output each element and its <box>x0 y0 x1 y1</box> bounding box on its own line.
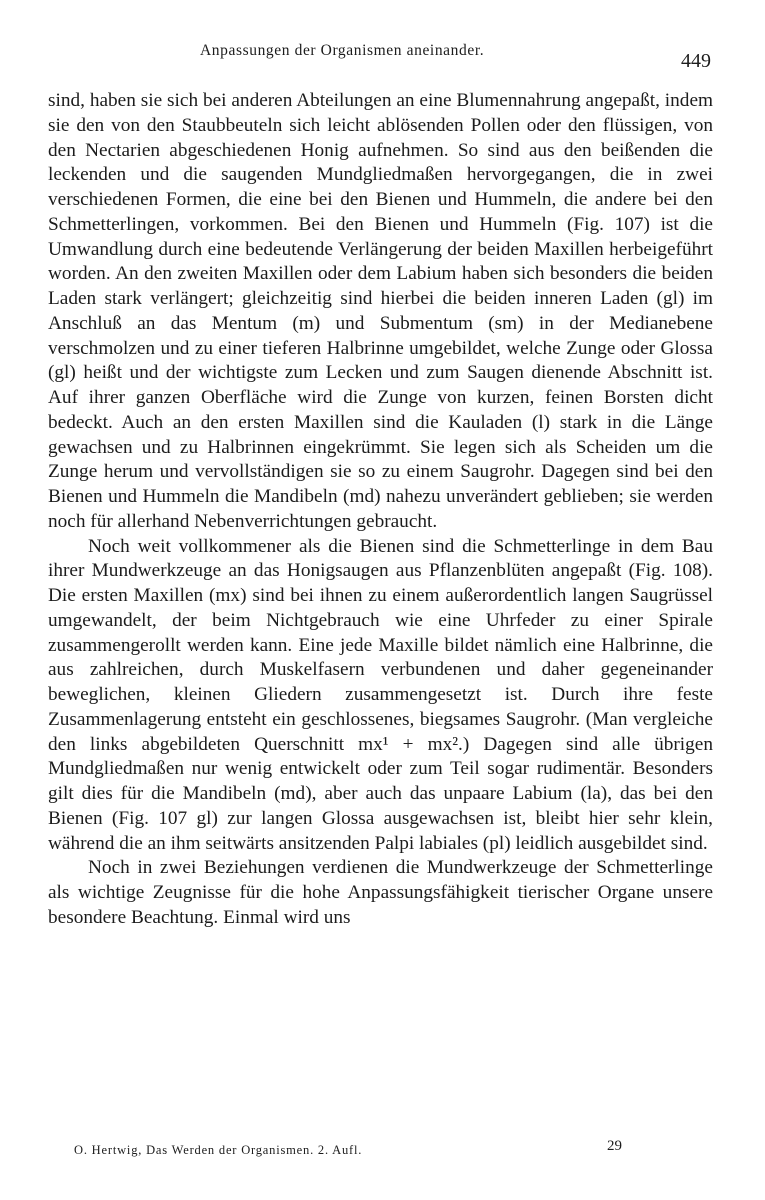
footer-source-line: O. Hertwig, Das Werden der Organismen. 2. Aufl. <box>74 1143 363 1157</box>
paragraph-1: sind, haben sie sich bei anderen Abteilungen an eine Blumennahrung angepaßt, indem sie den von den Staubbeuteln sich leicht ablösenden Pollen oder den flüssigen, von den Nectarien abgeschiedenen Honig aufnehmen. So sind aus den beißenden die leckenden und die saugenden Mundgliedmaßen hervorgegangen, die in zwei verschiedenen Formen, die eine bei den Bienen und Hummeln, die andere bei den Schmetterlingen, vorkommen. Bei den Bienen und Hummeln (Fig. 107) ist die Umwandlung durch eine bedeutende Verlängerung der beiden Maxillen herbeigeführt worden. An den zweiten Maxillen oder dem Labium haben sich besonders die beiden Laden stark verlängert; gleichzeitig sind hierbei die beiden inneren Laden (gl) im Anschluß an das Mentum (m) und Submentum (sm) in der Medianebene verschmolzen und zu einer tieferen Halbrinne umgebildet, welche Zunge oder Glossa (gl) heißt und der wichtigste zum Lecken und zum Saugen dienende Abschnitt ist. Auf ihrer ganzen Oberfläche wird die Zunge von kurzen, feinen Borsten dicht bedeckt. Auch an den ersten Maxillen sind die Kauladen (l) stark in die Länge gewachsen und zu Halbrinnen eingekrümmt. Sie legen sich als Scheiden um die Zunge herum und vervollständigen sie so zu einem Saugrohr. Dagegen sind bei den Bienen und Hummeln die Mandibeln (md) nahezu unverändert geblieben; sie werden noch für allerhand Nebenverrichtungen gebraucht. <box>48 90 713 532</box>
paragraph-3: Noch in zwei Beziehungen verdienen die Mundwerkzeuge der Schmetterlinge als wichtige Zeugnisse für die hohe Anpassungsfähigkeit tierischer Organe unsere besondere Beachtung. Einmal wird uns <box>48 857 713 928</box>
signature-mark: 29 <box>607 1138 622 1154</box>
page-number: 449 <box>681 50 711 72</box>
body-text <box>48 89 713 931</box>
running-head: Anpassungen der Organismen aneinander. <box>200 42 485 59</box>
paragraph-2: Noch weit vollkommener als die Bienen sind die Schmetterlinge in dem Bau ihrer Mundwerkzeuge an das Honigsaugen aus Pflanzenblüten angepaßt (Fig. 108). Die ersten Maxillen (mx) sind bei ihnen zu einem außerordentlich langen Saugrüssel umgewandelt, der beim Nichtgebrauch wie eine Uhrfeder zu einer Spirale zusammengerollt werden kann. Eine jede Maxille bildet nämlich eine Halbrinne, die aus zahlreichen, durch Muskelfasern verbundenen und daher gegeneinander beweglichen, kleinen Gliedern zusammengesetzt ist. Durch ihre feste Zusammenlagerung entsteht ein geschlossenes, biegsames Saugrohr. (Man vergleiche den links abgebildeten Querschnitt mx¹ + mx².) Dagegen sind alle übrigen Mundgliedmaßen nur wenig entwickelt oder zum Teil sogar rudimentär. Besonders gilt dies für die Mandibeln (md), aber auch das unpaare Labium (la), das bei den Bienen (Fig. 107 gl) zur langen Glossa ausgewachsen ist, bleibt hier sehr klein, während die an ihm seitwärts ansitzenden Palpi labiales (pl) leidlich ausgebildet sind. <box>48 535 713 854</box>
